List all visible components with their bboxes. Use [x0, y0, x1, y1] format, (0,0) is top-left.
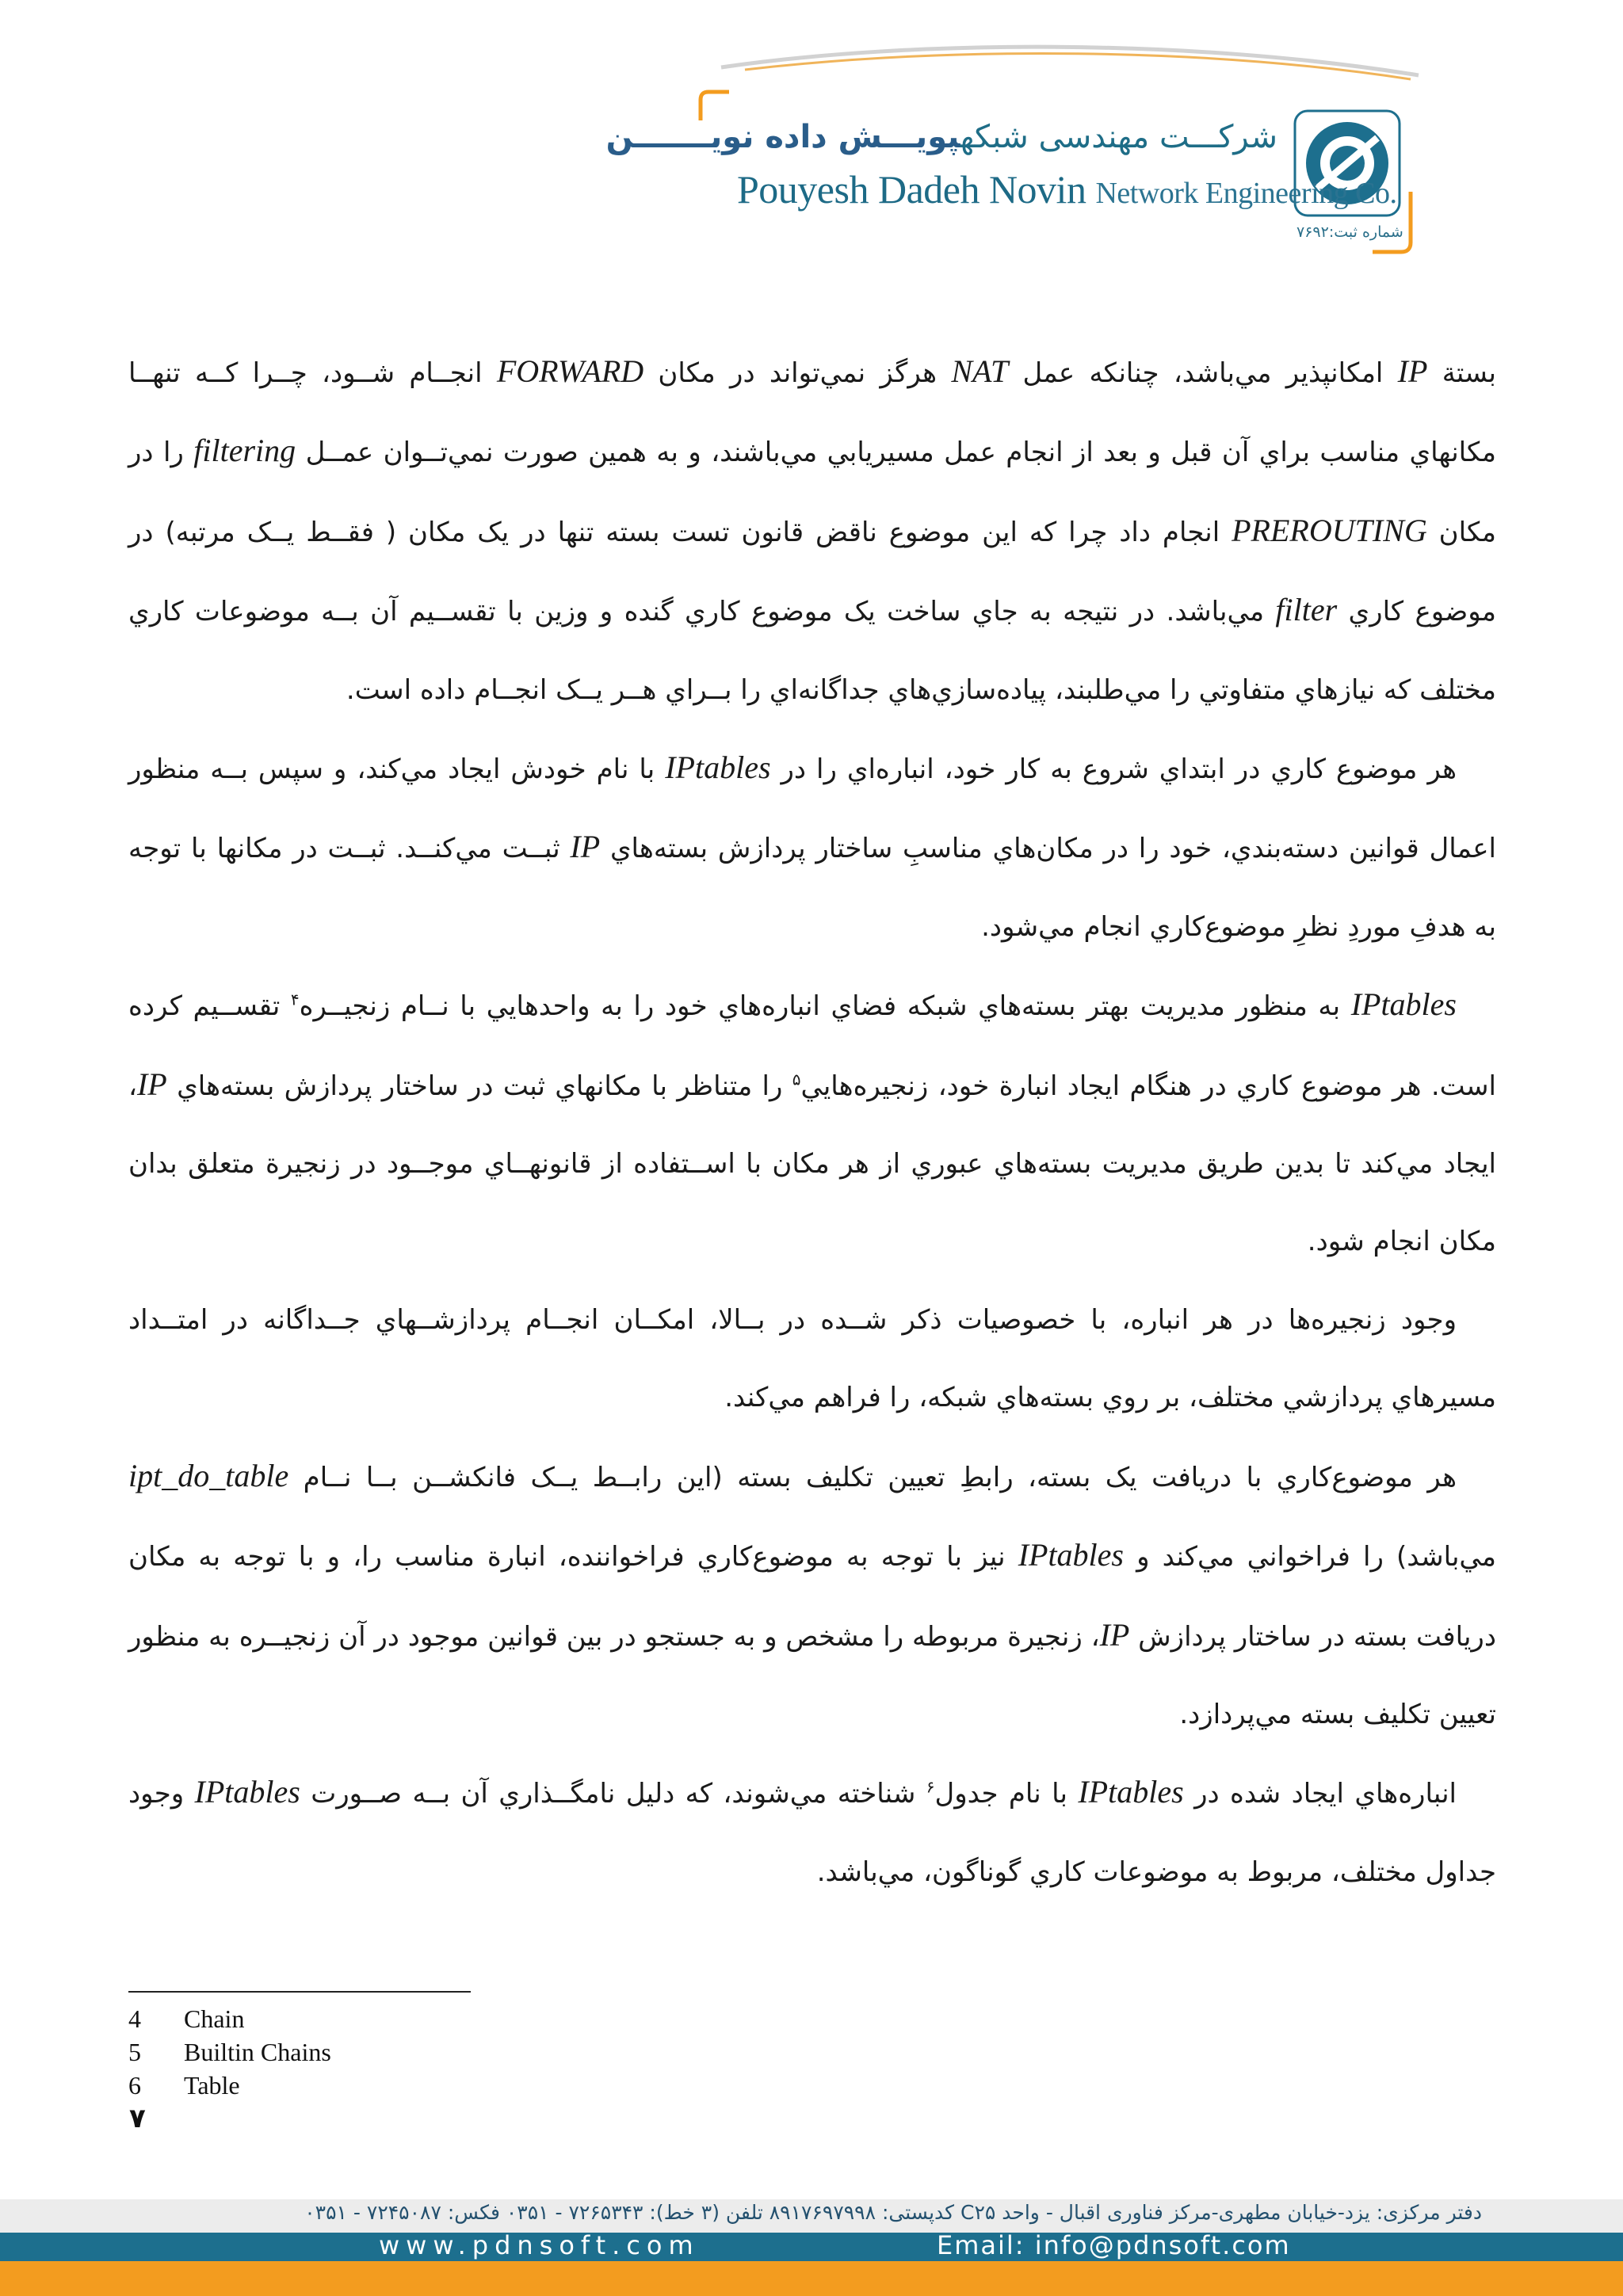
- footnote-ref: ۶: [926, 1777, 935, 1797]
- latin-term: IP: [1397, 353, 1428, 389]
- page-number: ۷: [129, 2103, 146, 2134]
- paragraph-text: هرگز نمي‌تواند در مکان: [643, 357, 952, 389]
- footnote-text: Table: [184, 2071, 240, 2100]
- office-address: دفتر مرکزی: یزد-خیابان مطهری-مرکز فناوری اقبال - واحد C۲۵ کدپستی: ۸۹۱۷۶۹۷۹۹۸ تلفن (۳ خط): ۷۲۶۵۳۴۳ - ۰۳۵۱ فکس: ۷۲۴۵۰۸۷ - ۰۳۵۱: [304, 2201, 1482, 2224]
- latin-term: IPtables: [194, 1774, 300, 1810]
- paragraph-text: را متناظر با مکانهاي ثبت در ساختار پردازش بسته‌هاي: [166, 1070, 792, 1102]
- paragraph-text: به منظور مديريت بهتر بسته‌هاي شبکه فضاي انباره‌هاي خود را به واحدهايي با نــام زنجيــره: [299, 990, 1351, 1023]
- latin-term: NAT: [951, 353, 1009, 389]
- paragraph-text: تقســيم کرده است. هر موضوع کاري در هنگام ايجاد انبارة خود، زنجيره‌هايي: [128, 990, 1496, 1102]
- paragraph-text: انجــام شــود، چــرا کــه تنهــا مکانهاي مناسب براي آن قبل و بعد از انجام عمل مسيريابي مي‌باشند، و به همين صورت نمي‌تــوان عمــل: [128, 357, 1496, 469]
- latin-term: filtering: [193, 433, 296, 469]
- paragraph-text: ، ايجاد مي‌کند تا بدين طريق مديريت بسته‌هاي عبوري از هر مکان با اســتفاده از قانونهــاي موجــود در زنجيرة متعلق بدان مکان انجام شود.: [128, 1070, 1496, 1258]
- company-name-english-main: Pouyesh Dadeh Novin: [737, 167, 1086, 212]
- body-paragraph: [128, 333, 1496, 729]
- company-name-persian: [606, 119, 1277, 155]
- footer-orange-bar: [0, 2261, 1623, 2296]
- paragraph-text: ثبــت مي‌کنــد. ثبــت در مکانها با توجه به هدفِ موردِ نظرِ موضوع‌کاري انجام مي‌شود.: [128, 833, 1496, 943]
- latin-term: ipt_do_table: [128, 1457, 289, 1493]
- latin-term: IPtables: [1350, 986, 1457, 1023]
- paragraph-text: مي‌باشد) را فراخواني مي‌کند و: [1124, 1541, 1496, 1573]
- paragraph-text: با نام جدول: [934, 1778, 1079, 1810]
- company-name-english: [737, 166, 1396, 212]
- footnote-number: 5: [128, 2038, 141, 2066]
- footnote-item: [128, 2071, 604, 2100]
- registration-number: شماره ثبت:۷۶۹۲: [1296, 223, 1403, 241]
- body-paragraph: [128, 966, 1496, 1281]
- footer-blue-bar: [0, 2233, 1623, 2261]
- company-name-persian-prefix: شرکـــت مهندسی شبکه: [960, 119, 1277, 155]
- paragraph-text: هر موضوع‌کاري با دريافت يک بسته، رابطِ تعيين تکليف بسته (اين رابــط يــک فانکشــن بــا نــام: [288, 1461, 1457, 1493]
- paragraph-text: انباره‌هاي ايجاد شده در: [1183, 1778, 1457, 1810]
- footnote-item: [128, 2038, 604, 2067]
- footnote-text: Builtin Chains: [184, 2038, 331, 2066]
- paragraph-text: امکانپذير مي‌باشد، چنانکه عمل: [1008, 357, 1398, 389]
- footnote-ref: ۴: [290, 990, 300, 1009]
- paragraph-text: بستة: [1427, 357, 1496, 389]
- website-link[interactable]: www.pdnsoft.com: [379, 2230, 700, 2260]
- paragraph-text: نيز با توجه به موضوع‌کاري فراخواننده، انبارة مناسب را، و با توجه به مکان دريافت بسته در ساختار پردازش: [128, 1541, 1496, 1653]
- paragraph-text: ، زنجيرة مربوطه را مشخص و به جستجو در بين قوانين موجود در آن زنجيــره به منظور تعيين تکليف بسته مي‌پردازد.: [128, 1620, 1496, 1730]
- paragraph-text: مي‌باشد. در نتيجه به جاي ساخت يک موضوع کاري گنده و وزين با تقســيم آن بــه موضوعات کاري مختلف که نيازهاي متفاوتي را مي‌طلبند، پياده‌سازي‌هاي جداگانه‌اي را بــراي هــر يــک انجــام داده است.: [128, 596, 1496, 706]
- footnote-item: [128, 2004, 604, 2034]
- latin-term: IPtables: [1078, 1774, 1184, 1810]
- latin-term: filter: [1275, 592, 1338, 628]
- paragraph-text: شناخته مي‌شوند، که دليل نامگــذاري آن بــه صــورت: [300, 1778, 926, 1810]
- latin-term: FORWARD: [496, 353, 644, 389]
- paragraph-text: وجود زنجيره‌ها در هر انباره، با خصوصيات ذکر شــده در بــالا، امکــان انجــام پردازشــهاي جــداگانه در امتــداد مسيرهاي پردازشي مختلف، بر روي بسته‌هاي شبکه، را فراهم مي‌کند.: [128, 1303, 1496, 1414]
- latin-term: IPtables: [665, 749, 771, 786]
- document-body: [128, 333, 1496, 1911]
- paragraph-text: هر موضوع کاري در ابتداي شروع به کار خود، انباره‌اي را در: [770, 753, 1457, 786]
- footnote-ref: ۵: [792, 1070, 801, 1089]
- footnote-number: 6: [128, 2071, 141, 2100]
- footnote-text: Chain: [184, 2004, 245, 2033]
- letterhead: [0, 0, 1623, 285]
- body-paragraph: [128, 1437, 1496, 1754]
- paragraph-text: با نام خودش ايجاد مي‌کند، و سپس بــه منظور اعمال قوانين دسته‌بندي، خود را در مکان‌هاي مناسبِ ساختار پردازش بسته‌هاي: [128, 753, 1496, 865]
- footnote-rule: [128, 1991, 471, 1993]
- latin-term: IP: [136, 1066, 167, 1102]
- latin-term: IPtables: [1018, 1537, 1124, 1573]
- company-name-persian-emph: پویـــش داده نویـــــــن: [605, 119, 960, 155]
- latin-term: IP: [570, 829, 601, 865]
- paragraph-text: را در مکان: [128, 437, 1496, 548]
- company-name-english-sub: Network Engineering Co.: [1095, 177, 1397, 210]
- body-paragraph: [128, 729, 1496, 966]
- latin-term: PREROUTING: [1232, 512, 1427, 548]
- paragraph-text: انجام داد چرا که اين موضوع ناقض قانون تست بسته تنها در يک مکان ( فقــط يــک مرتبه) در موضوع کاري: [128, 516, 1496, 628]
- swoosh-decoration: [713, 32, 1426, 87]
- footnote-number: 4: [128, 2004, 141, 2033]
- body-paragraph: [128, 1753, 1496, 1911]
- latin-term: IP: [1099, 1616, 1130, 1653]
- paragraph-text: وجود جداول مختلف، مربوط به موضوعات کاري گوناگون، مي‌باشد.: [128, 1778, 1496, 1888]
- email-link[interactable]: Email: info@pdnsoft.com: [937, 2230, 1291, 2260]
- body-paragraph: [128, 1281, 1496, 1437]
